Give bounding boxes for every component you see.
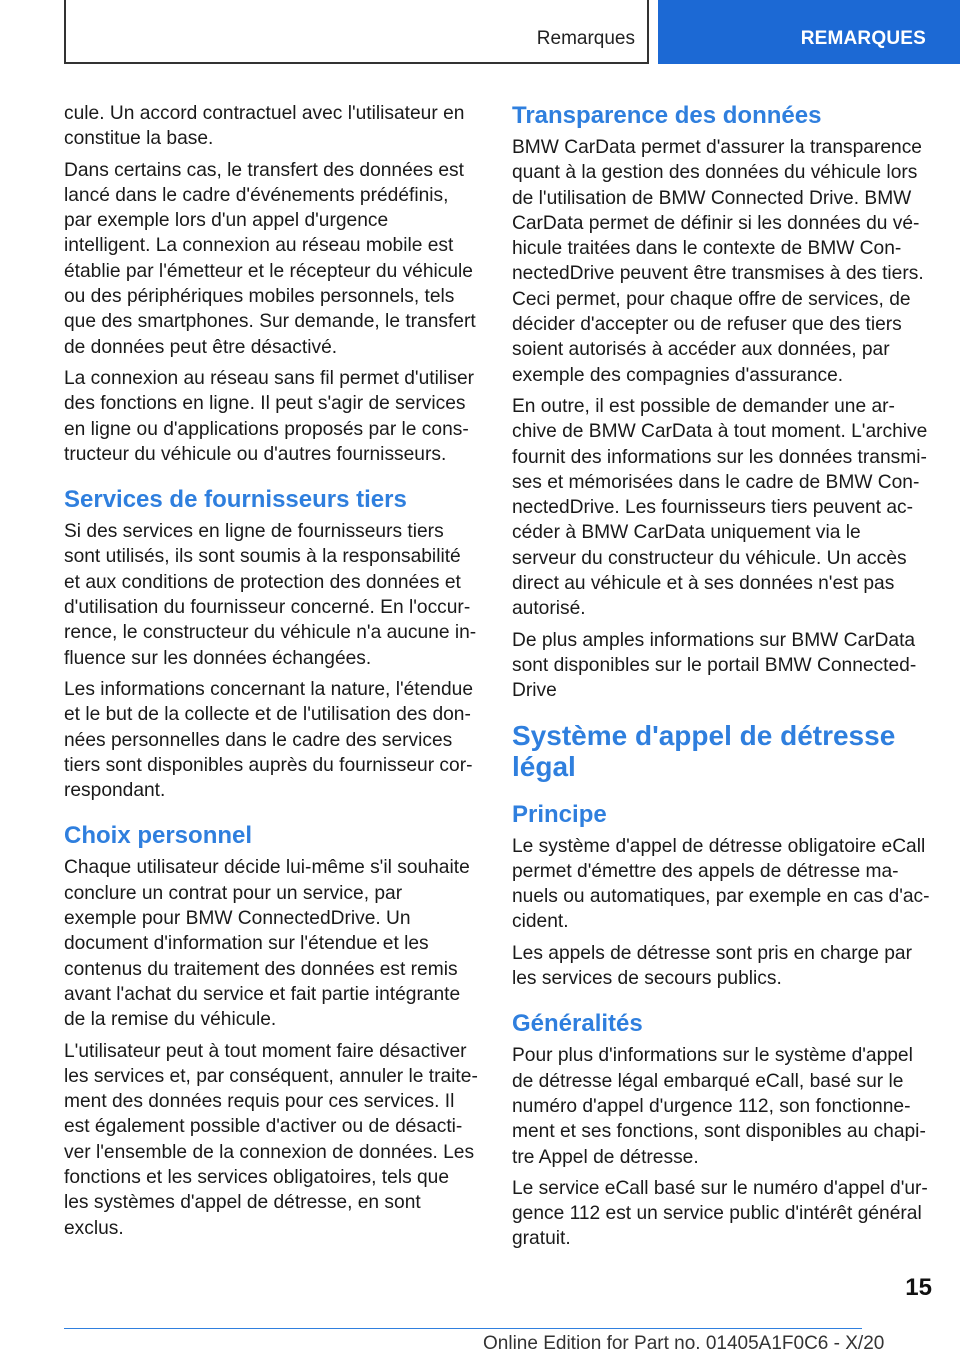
left-column (64, 101, 478, 1247)
paragraph: La connexion au réseau sans fil permet d'utiliser des fonctions en ligne. Il peut s'agir de services en ligne ou d'applications proposés par le constructeur du véhicule ou d'autres fournisseurs. (64, 367, 475, 465)
heading-principe: Principe (512, 800, 607, 828)
header-section-label: Remarques (536, 28, 635, 49)
paragraph: BMW CarData permet d'assurer la transparence quant à la gestion des données du véhicule lors de l'utilisation de BMW Connected Drive. BMW CarData permet de définir si les données du véhicule traitées dans le contexte de BMW ConnectedDrive peuvent être transmises à des tiers. Ceci permet, pour chaque offre de services, de décider d'accepter ou de refuser que des tiers soient autorisés à accéder aux données, par exemple des compagnies d'assurance. (512, 137, 924, 386)
paragraph: Dans certains cas, le transfert des données est lancé dans le cadre d'événements prédéfinis, par exemple lors d'un appel d'urgence intelligent. La connexion au réseau mobile est établie par l'émetteur et le récepteur du véhicule ou des périphériques mobiles personnels, tels que des smartphones. Sur demande, le transfert de données peut être désactivé. (64, 159, 476, 358)
heading-transparence: Transparence des données (512, 102, 822, 129)
right-column (512, 101, 930, 1258)
paragraph: Les appels de détresse sont pris en charge par les services de secours publics. (512, 942, 912, 990)
paragraph: L'utilisateur peut à tout moment faire désactiver les services et, par conséquent, annuler le traitement des données requis pour ces services. Il est également possible d'activer ou de désactiver l'ensemble de la connexion de données. Les fonctions et les services obligatoires, tels que les systèmes d'appel de détresse, en sont exclus. (64, 1040, 478, 1239)
heading-choix-personnel: Choix personnel (64, 822, 253, 850)
paragraph: Le service eCall basé sur le numéro d'appel d'urgence 112 est un service public d'intérêt général gratuit. (512, 1177, 928, 1250)
header-frame (64, 0, 649, 64)
heading-generalites: Généralités (512, 1010, 643, 1038)
header-section-tab (658, 0, 960, 64)
footer-divider (64, 1328, 862, 1329)
heading-systeme-appel-detresse: Système d'appel de détresse légal (512, 719, 896, 782)
page-number: 15 (905, 1274, 932, 1301)
paragraph: Le système d'appel de détresse obligatoire eCall permet d'émettre des appels de détresse manuels ou automatiques, par exemple en cas d'accident. (512, 835, 930, 933)
paragraph: cule. Un accord contractuel avec l'utilisateur en constitue la base. (64, 103, 465, 150)
header-tab-label: REMARQUES (800, 28, 926, 49)
heading-services-tiers: Services de fournisseurs tiers (64, 486, 407, 514)
paragraph: En outre, il est possible de demander une archive de BMW CarData à tout moment. L'archive fournit des informations sur les données transmises et mémorisées dans le cadre de BMW ConnectedDrive. Les fournisseurs tiers peuvent accéder à BMW CarData uniquement via le serveur du constructeur du véhicule. Un accès direct au véhicule et à ses données n'est pas autorisé. (512, 395, 928, 620)
paragraph: Pour plus d'informations sur le système d'appel de détresse légal embarqué eCall, basé sur le numéro d'appel d'urgence 112, son fonctionnement et ses fonctions, sont disponibles au chapitre Appel de détresse. (512, 1045, 926, 1168)
paragraph: Les informations concernant la nature, l'étendue et le but de la collecte et de l'utilisation des données personnelles dans le cadre des services tiers sont disponibles auprès du fournisseur correspondant. (64, 678, 473, 802)
paragraph: Chaque utilisateur décide lui-même s'il souhaite conclure un contrat pour un service, par exemple pour BMW ConnectedDrive. Un document d'information sur l'étendue et les contenus du traitement des données est remis avant l'achat du service et fait partie intégrante de la remise du véhicule. (64, 857, 470, 1031)
footer-edition-text: Online Edition for Part no. 01405A1F0C6 - X/20 (483, 1333, 885, 1354)
paragraph: De plus amples informations sur BMW CarData sont disponibles sur le portail BMW ConnectedDrive (512, 629, 917, 702)
paragraph: Si des services en ligne de fournisseurs tiers sont utilisés, ils sont soumis à la responsabilité et aux conditions de protection des données et d'utilisation du fournisseur concerné. En l'occurrence, le constructeur du véhicule n'a aucune influence sur les données échangées. (64, 521, 477, 669)
